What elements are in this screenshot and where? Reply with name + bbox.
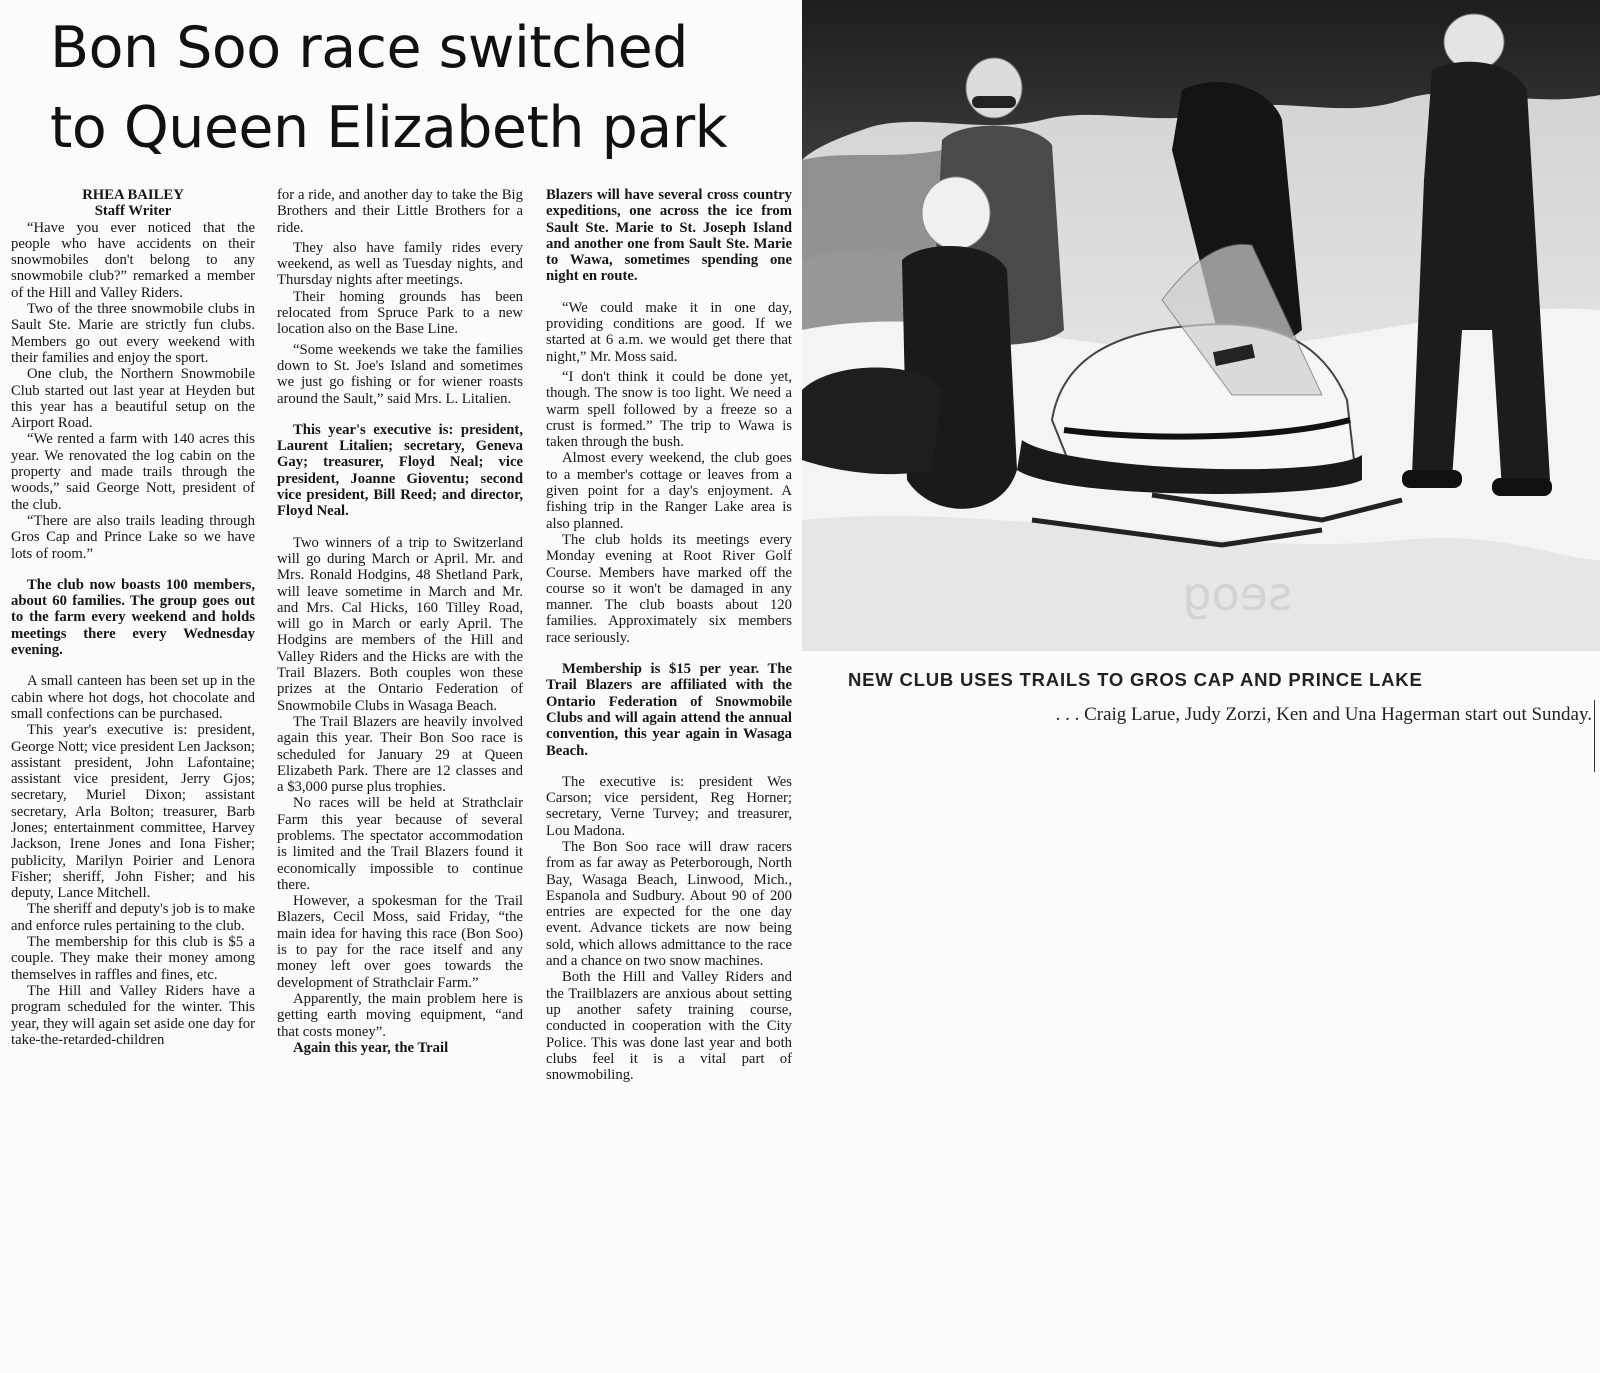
paragraph: The Bon Soo race will draw racers from as far away as Peterborough, North Bay, Wasaga Beach, Linwood, Mich., Espanola and Sudbury. About 90 of 200 entries are expected for the one day event. Advance tickets are now being sold, which allows admittance to the race and a chance on two snow machines. xyxy=(546,838,792,970)
headline xyxy=(50,8,790,168)
paragraph: The Hill and Valley Riders have a program scheduled for the winter. This year, they will again set aside one day for take-the-retarded-children xyxy=(11,982,255,1048)
paragraph: Two winners of a trip to Switzerland will go during March or April. Mr. and Mrs. Ronald Hodgins, 48 Shetland Park, will leave sometime in March and Mr. and Mrs. Cal Hicks, 160 Tilley Road, will go in March or early April. The Hodgins are members of the Hill and Valley Riders and the Hicks are with the Trail Blazers. Both couples won these prizes at the Ontario Federation of Snowmobile Clubs in Wasaga Beach. xyxy=(277,534,523,714)
paragraph: “Have you ever noticed that the people who have accidents on their snowmobiles don't belong to any snowmobile club?” remarked a member of the Hill and Valley Riders. xyxy=(11,219,255,301)
article-column-2 xyxy=(277,187,523,1056)
paragraph: “We could make it in one day, providing conditions are good. If we started at 6 a.m. we would get there that night,” Mr. Moss said. xyxy=(546,299,792,365)
paragraph: However, a spokesman for the Trail Blazers, Cecil Moss, said Friday, “the main idea for having this race (Bon Soo) is to pay for the race itself and any money left over goes towards the development of Strathclair Farm.” xyxy=(277,893,523,991)
byline-role: Staff Writer xyxy=(94,203,172,220)
column-rule xyxy=(1594,700,1595,772)
paragraph: The sheriff and deputy's job is to make and enforce rules pertaining to the club. xyxy=(11,901,255,934)
paragraph-bold: Membership is $15 per year. The Trail Blazers are affiliated with the Ontario Federation of Snowmobile Clubs and will again attend the annual convention, this year again in Wasaga Beach. xyxy=(546,661,792,759)
paragraph: Two of the three snowmobile clubs in Sault Ste. Marie are strictly fun clubs. Members go out every weekend with their families and enjoy the sport. xyxy=(11,301,255,366)
paragraph: No races will be held at Strathclair Farm this year because of several problems. The spectator accommodation is limited and the Trail Blazers found it economically impossible to continue there. xyxy=(277,795,523,893)
photo-illustration xyxy=(802,0,1600,651)
paragraph-bold: The club now boasts 100 members, about 60 families. The group goes out to the farm every weekend and holds meetings there every Wednesday evening. xyxy=(11,576,255,659)
headline-line-1: Bon Soo race switched xyxy=(50,15,688,81)
paragraph: “We rented a farm with 140 acres this year. We renovated the log cabin on the property and made trails through the woods,” said George Nott, president of the club. xyxy=(11,431,255,513)
paragraph: They also have family rides every weekend, as well as Tuesday nights, and Thursday nights after meetings. xyxy=(277,239,523,289)
paragraph: “I don't think it could be done yet, though. The snow is too light. We need a warm spell followed by a freeze so a crust is formed.” The trip to Wawa is taken through the bush. xyxy=(546,368,792,451)
paragraph: Both the Hill and Valley Riders and the Trailblazers are anxious about setting up another safety training course, conducted in cooperation with the City Police. This was done last year and both clubs feel it is a vital part of snowmobiling. xyxy=(546,969,792,1084)
article-column-3 xyxy=(546,187,792,1083)
paragraph: Almost every weekend, the club goes to a member's cottage or leaves from a given point for a day's enjoyment. A fishing trip in the Ranger Lake area is also planned. xyxy=(546,450,792,532)
paragraph-bold: This year's executive is: president, Laurent Litalien; secretary, Geneva Gay; treasurer, Floyd Neal; vice president, Joanne Gioventu; second vice president, Bill Reed; and director, Floyd Neal. xyxy=(277,421,523,520)
article-column-1 xyxy=(11,187,255,1048)
paragraph: Their homing grounds has been relocated from Spruce Park to a new location also on the Base Line. xyxy=(277,288,523,338)
photo-caption-credit: . . . Craig Larue, Judy Zorzi, Ken and Una Hagerman start out Sunday. xyxy=(1055,704,1592,725)
byline-name: RHEA BAILEY xyxy=(82,187,184,203)
paragraph: “There are also trails leading through Gros Cap and Prince Lake so we have lots of room.” xyxy=(11,512,255,562)
paragraph: Apparently, the main problem here is getting earth moving equipment, “and that costs money”. xyxy=(277,990,523,1040)
paragraph: The Trail Blazers are heavily involved again this year. Their Bon Soo race is scheduled for January 29 at Queen Elizabeth Park. There are 12 classes and a $3,000 purse plus trophies. xyxy=(277,713,523,796)
snowmobile-photo xyxy=(802,0,1600,651)
paragraph: The club holds its meetings every Monday evening at Root River Golf Course. Members have marked off the course so it won't be damaged in any manner. The club boasts about 120 families. Approximately six members race seriously. xyxy=(546,531,792,646)
paragraph: The membership for this club is $5 a couple. They make their money among themselves in raffles and fines, etc. xyxy=(11,934,255,983)
svg-text:seog: seog xyxy=(1182,567,1292,621)
paragraph: A small canteen has been set up in the cabin where hot dogs, hot chocolate and small confections can be purchased. xyxy=(11,673,255,722)
photo-caption-title: NEW CLUB USES TRAILS TO GROS CAP AND PRINCE LAKE xyxy=(848,669,1423,690)
paragraph: One club, the Northern Snowmobile Club started out last year at Heyden but this year has a beautiful setup on the Airport Road. xyxy=(11,366,255,432)
paragraph-bold: Again this year, the Trail xyxy=(293,1039,449,1056)
paragraph-bold: Blazers will have several cross country expeditions, one across the ice from Sault Ste. Marie to St. Joseph Island and another one from Sault Ste. Marie to Wawa, sometimes spending one night en route. xyxy=(546,187,792,285)
paragraph: for a ride, and another day to take the Big Brothers and their Little Brothers for a ride. xyxy=(277,187,523,236)
paragraph: “Some weekends we take the families down to St. Joe's Island and sometimes we just go fishing or for wiener roasts around the Sault,” said Mrs. L. Litalien. xyxy=(277,341,523,407)
paragraph: This year's executive is: president, George Nott; vice president Len Jackson; assistant president, John Lafontaine; assistant vice president, Jerry Gjos; secretary, Muriel Dixon; assistant secretary, Arla Bolton; treasurer, Barb Jones; entertainment committee, Harvey Jackson, Irene Jones and Iona Fisher; publicity, Marilyn Poirier and Lenora Fisher; sheriff, John Fisher; and his deputy, Lance Mitchell. xyxy=(11,722,255,902)
paragraph: The executive is: president Wes Carson; vice persident, Reg Horner; secretary, Verne Turvey; and treasurer, Lou Madona. xyxy=(546,773,792,839)
headline-line-2: to Queen Elizabeth park xyxy=(50,95,728,161)
